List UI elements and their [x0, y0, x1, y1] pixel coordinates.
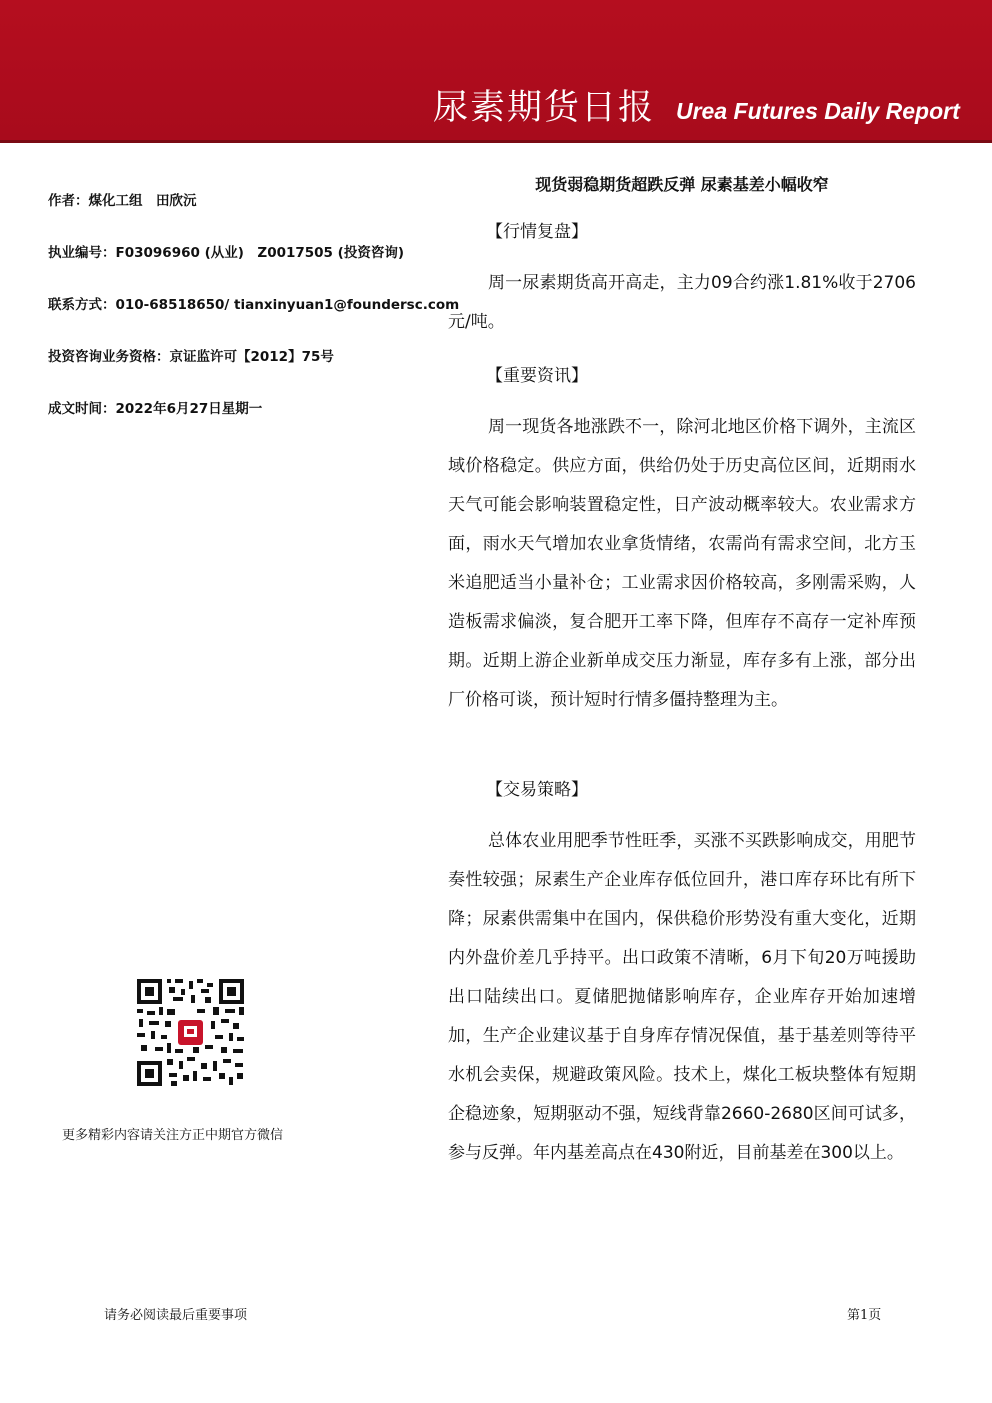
date-label: 成文时间：	[48, 401, 116, 417]
qr-code-icon	[135, 977, 246, 1088]
report-title-cn: 尿素期货日报	[433, 88, 656, 128]
qualification-label: 投资咨询业务资格：	[48, 349, 170, 365]
page-number: 第1页	[847, 1308, 882, 1323]
section-strategy-body: 总体农业用肥季节性旺季，买涨不买跌影响成交，用肥节奏性较强；尿素生产企业库存低位回升，港口库存环比有所下降；尿素供需集中在国内，保供稳价形势没有重大变化，近期内外盘价差几乎持平。出口政策不清晰，6月下旬20万吨援助出口陆续出口。夏储肥抛储影响库存，企业库存开始加速增加，生产企业建议基于自身库存情况保值，基于基差则等待平水机会卖保，规避政策风险。技术上，煤化工板块整体有短期企稳迹象，短期驱动不强，短线背靠2660-2680区间可试多，参与反弹。年内基差高点在430附近，目前基差在300以上。	[448, 831, 916, 1163]
qr-code-graphic	[135, 977, 246, 1088]
qr-caption: 更多精彩内容请关注方正中期官方微信	[62, 1128, 284, 1143]
contact-value: 010-68518650/ tianxinyuan1@foundersc.com	[115, 297, 460, 313]
section-key-news-body: 周一现货各地涨跌不一，除河北地区价格下调外，主流区域价格稳定。供应方面，供给仍处于历史高位区间，近期雨水天气可能会影响装置稳定性，日产波动概率较大。农业需求方面，雨水天气增加农业拿货情绪，农需尚有需求空间，北方玉米追肥适当小量补仓；工业需求因价格较高，多刚需采购，人造板需求偏淡，复合肥开工率下降，但库存不高存一定补库预期。近期上游企业新单成交压力渐显，库存多有上涨，部分出厂价格可谈，预计短时行情多僵持整理为主。	[448, 417, 916, 710]
author-line	[48, 192, 197, 210]
section-market-review-heading: 【行情复盘】	[486, 222, 588, 242]
date-line	[48, 400, 262, 418]
report-title-en: Urea Futures Daily Report	[676, 98, 960, 124]
author-value: 煤化工组 田欣沅	[88, 193, 197, 209]
header-divider	[0, 140, 992, 143]
qualification-line	[48, 348, 334, 366]
license-line	[48, 244, 404, 262]
license-value: F03096960 (从业) Z0017505 (投资咨询)	[115, 245, 404, 261]
license-label: 执业编号：	[48, 245, 116, 261]
section-key-news-heading: 【重要资讯】	[486, 366, 588, 386]
section-strategy-heading: 【交易策略】	[486, 780, 588, 800]
article-title: 现货弱稳期货超跌反弹 尿素基差小幅收窄	[535, 175, 829, 194]
date-value: 2022年6月27日星期一	[115, 401, 263, 417]
section-market-review-body: 周一尿素期货高开高走，主力09合约涨1.81%收于2706元/吨。	[448, 273, 916, 332]
contact-label: 联系方式：	[48, 297, 116, 313]
footer-notice: 请务必阅读最后重要事项	[104, 1308, 248, 1323]
qualification-value: 京证监许可【2012】75号	[169, 349, 334, 365]
author-label: 作者：	[48, 193, 89, 209]
contact-line	[48, 296, 459, 314]
